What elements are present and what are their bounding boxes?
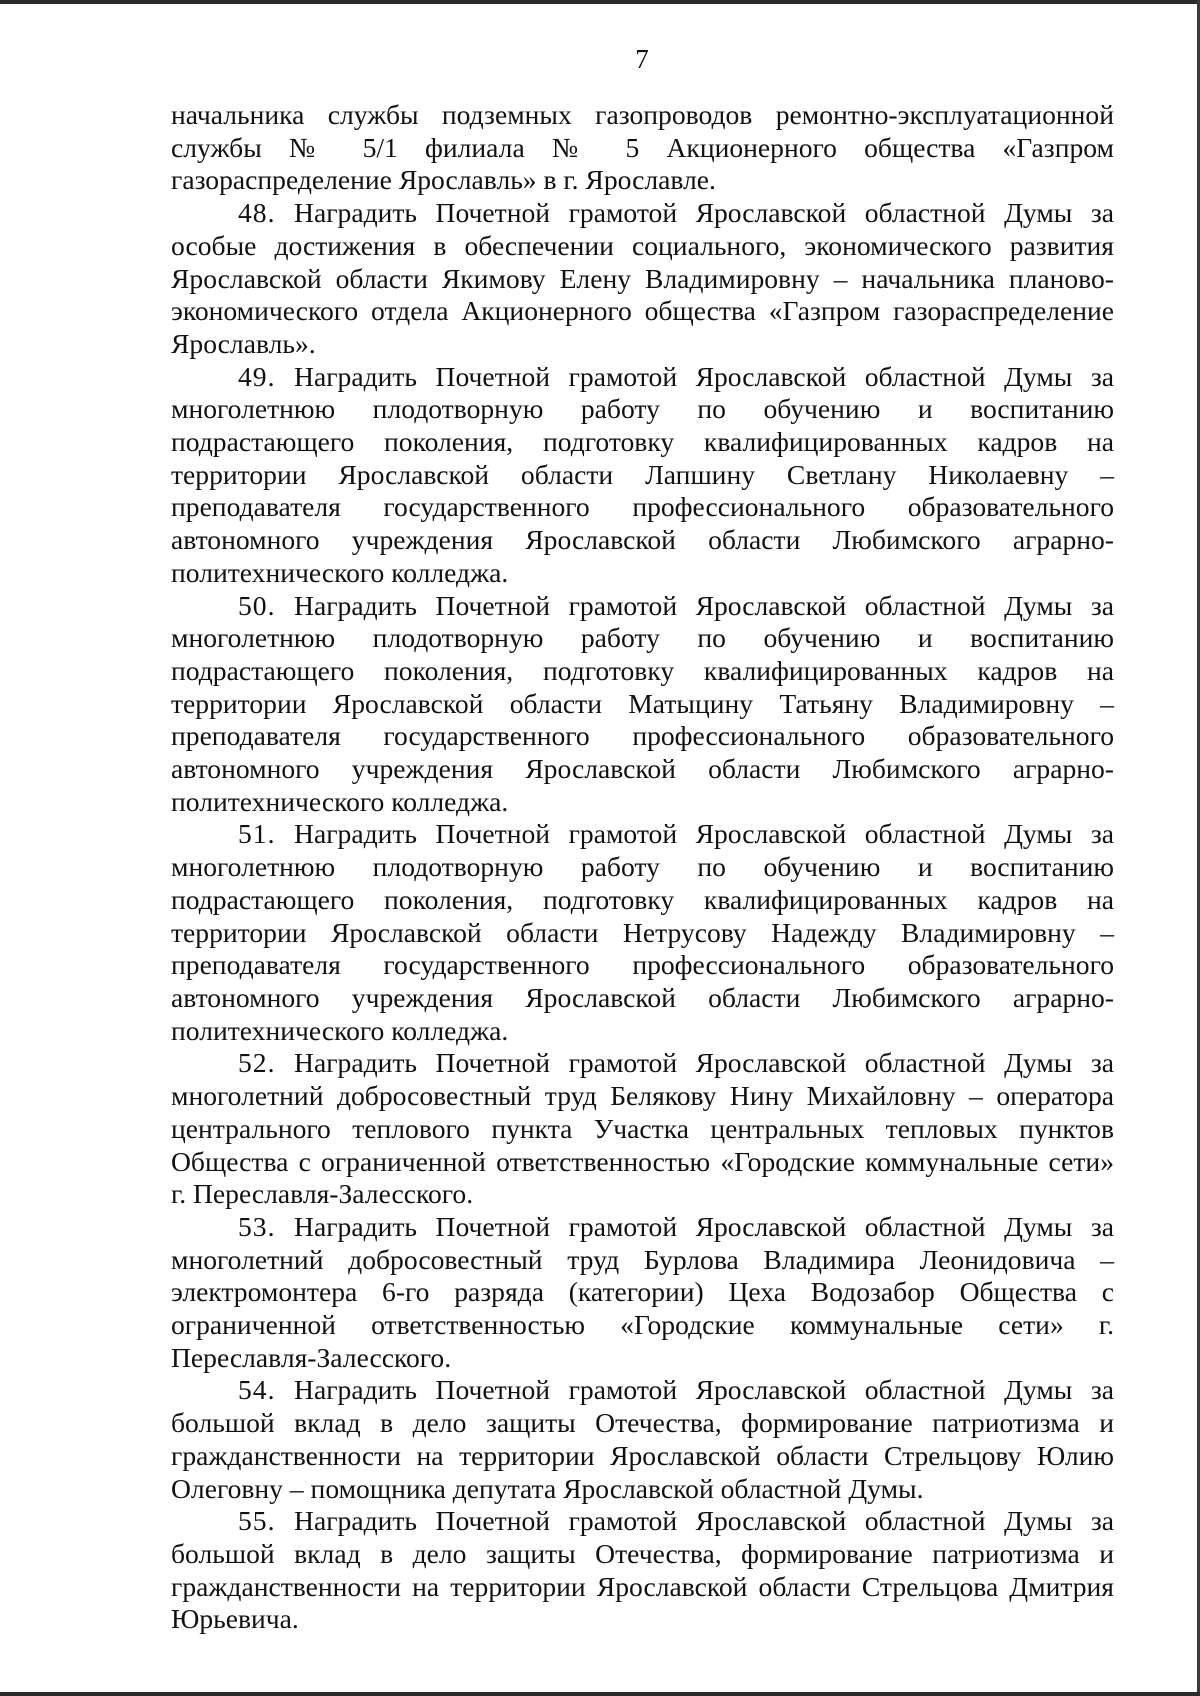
paragraph-number: 51. — [238, 818, 276, 850]
paragraph-number: 50. — [238, 589, 276, 621]
paragraph-text: начальника службы подземных газопроводов ремонтно-эксплуатационной службы № 5/1 филиала № 5 Акционерного общества «Газпром газораспределение Ярославль» в г. Ярославле. — [171, 99, 1114, 196]
page-number: 7 — [635, 44, 649, 74]
paragraph-item-55 — [171, 1505, 1114, 1636]
paragraph-item-49 — [171, 361, 1114, 590]
paragraph-number: 54. — [238, 1374, 276, 1406]
paragraph-number: 48. — [238, 197, 276, 229]
paragraph-number: 53. — [238, 1210, 276, 1242]
paragraph-text: Наградить Почетной грамотой Ярославской областной Думы за многолетний добросовестный труд Белякову Нину Михайловну – оператора центрального теплового пункта Участка центральных тепловых пунктов Общества с ограниченной ответственностью «Городские коммунальные сети» г. Переславля-Залесского. — [171, 1047, 1114, 1210]
paragraph-text: Наградить Почетной грамотой Ярославской областной Думы за многолетнюю плодотворную работу по обучению и воспитанию подрастающего поколения, подготовку квалифицированных кадров на территории Ярославской области Лапшину Светлану Николаевну – преподавателя государственного профессионального образовательного автономного учреждения Ярославской области Любимского аграрно-политехнического колледжа. — [171, 360, 1114, 588]
paragraph-number: 49. — [238, 360, 276, 392]
paragraph-text: Наградить Почетной грамотой Ярославской областной Думы за многолетнюю плодотворную работу по обучению и воспитанию подрастающего поколения, подготовку квалифицированных кадров на территории Ярославской области Нетрусову Надежду Владимировну – преподавателя государственного профессионального образовательного автономного учреждения Ярославской области Любимского аграрно-политехнического колледжа. — [171, 818, 1114, 1046]
paragraph-continuation — [171, 99, 1114, 197]
paragraph-text: Наградить Почетной грамотой Ярославской областной Думы за многолетний добросовестный труд Бурлова Владимира Леонидовича – электромонтера 6-го разряда (категории) Цеха Водозабор Общества с ограниченной ответственностью «Городские коммунальные сети» г. Переславля-Залесского. — [171, 1210, 1114, 1373]
scan-border-bottom — [0, 1692, 1200, 1696]
paragraph-item-50 — [171, 590, 1114, 819]
paragraph-item-51 — [171, 818, 1114, 1047]
paragraph-text: Наградить Почетной грамотой Ярославской областной Думы за большой вклад в дело защиты Отечества, формирование патриотизма и гражданственности на территории Ярославской области Стрельцова Дмитрия Юрьевича. — [171, 1505, 1114, 1635]
scan-border-top — [0, 0, 1200, 4]
paragraph-number: 55. — [238, 1505, 276, 1537]
paragraph-text: Наградить Почетной грамотой Ярославской областной Думы за большой вклад в дело защиты Отечества, формирование патриотизма и гражданственности на территории Ярославской области Стрельцову Юлию Олеговну – помощника депутата Ярославской областной Думы. — [171, 1374, 1114, 1504]
paragraph-number: 52. — [238, 1047, 276, 1079]
paragraph-item-48 — [171, 197, 1114, 361]
paragraph-text: Наградить Почетной грамотой Ярославской областной Думы за особые достижения в обеспечении социального, экономического развития Ярославской области Якимову Елену Владимировну – начальника планово-экономического отдела Акционерного общества «Газпром газораспределение Ярославль». — [171, 197, 1114, 359]
paragraph-text: Наградить Почетной грамотой Ярославской областной Думы за многолетнюю плодотворную работу по обучению и воспитанию подрастающего поколения, подготовку квалифицированных кадров на территории Ярославской области Матыцину Татьяну Владимировну – преподавателя государственного профессионального образовательного автономного учреждения Ярославской области Любимского аграрно-политехнического колледжа. — [171, 589, 1114, 817]
paragraph-item-52 — [171, 1047, 1114, 1211]
paragraph-item-54 — [171, 1374, 1114, 1505]
paragraph-item-53 — [171, 1211, 1114, 1375]
document-body — [171, 99, 1114, 1636]
